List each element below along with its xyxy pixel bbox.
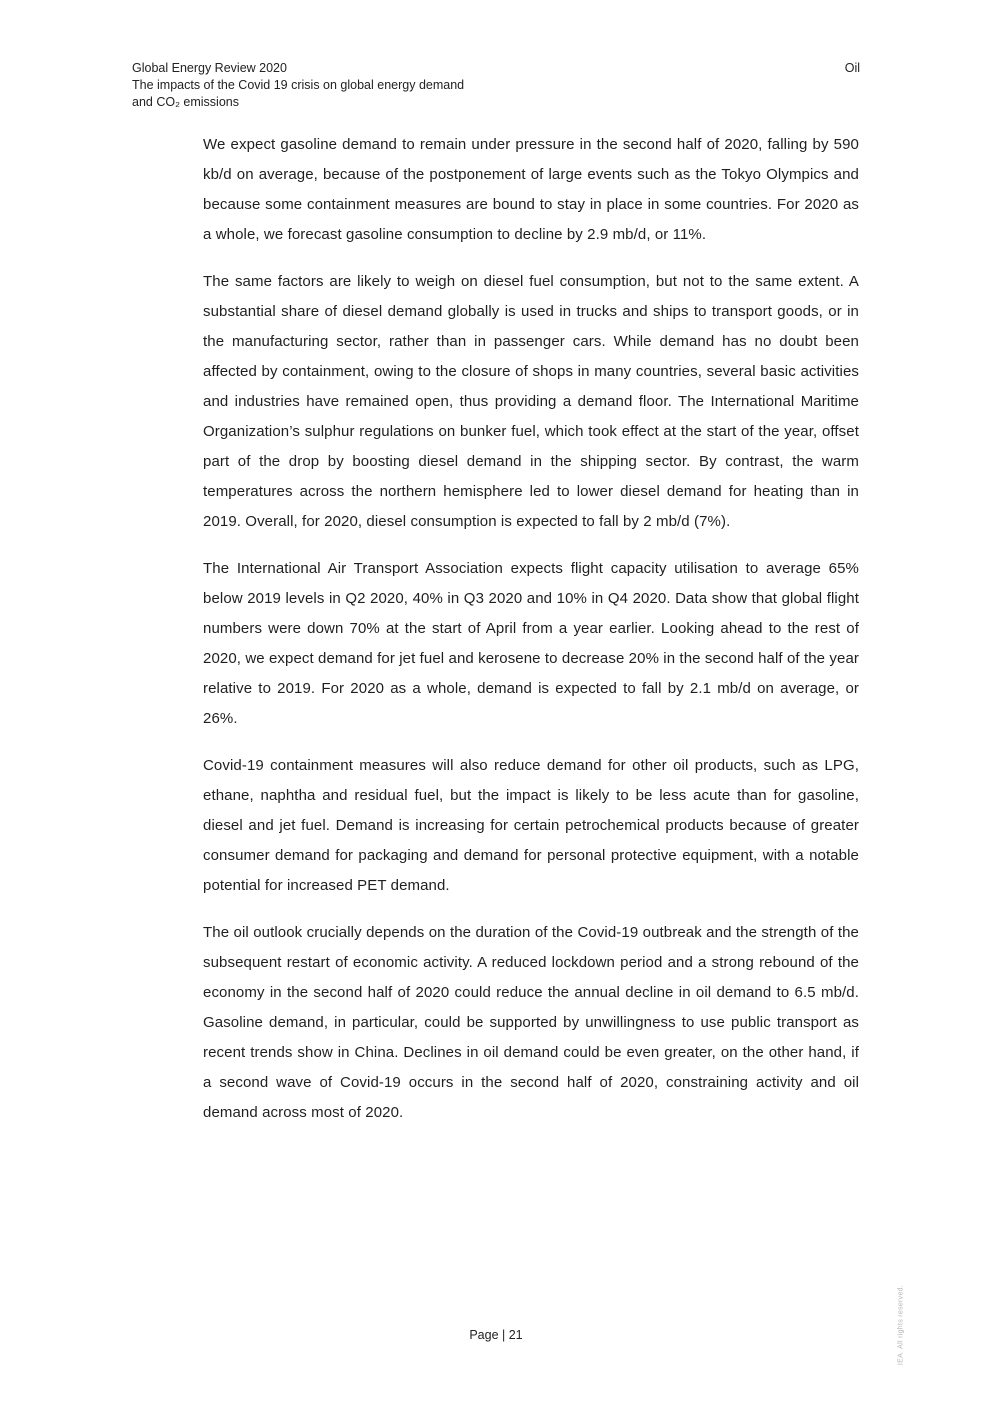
paragraph-outlook: The oil outlook crucially depends on the duration of the Covid-19 outbreak and the strength of the subsequent restart of economic activity. A reduced lockdown period and a strong rebound of the economy in the second half of 2020 could reduce the annual decline in oil demand to 6.5 mb/d. Gasoline demand, in particular, could be supported by unwillingness to use public transport as recent trends show in China. Declines in oil demand could be even greater, on the other hand, if a second wave of Covid-19 occurs in the second half of 2020, constraining activity and oil demand across most of 2020. xyxy=(203,924,859,1121)
rights-text: IEA. All rights reserved. xyxy=(897,1284,905,1366)
report-subtitle-line1: The impacts of the Covid 19 crisis on global energy demand xyxy=(132,78,465,92)
report-title: Global Energy Review 2020 xyxy=(132,61,287,75)
main-body xyxy=(203,130,859,1145)
paragraph-other-products: Covid-19 containment measures will also reduce demand for other oil products, such as LPG, ethane, naphtha and residual fuel, but the impact is likely to be less acute than for gasoline, diesel and jet fuel. Demand is increasing for certain petrochemical products because of greater consumer demand for packaging and demand for personal protective equipment, with a notable potential for increased PET demand. xyxy=(203,757,859,894)
rights-notice xyxy=(896,1280,906,1370)
report-subtitle-line2: and CO₂ emissions xyxy=(132,95,239,109)
section-name: Oil xyxy=(844,61,860,75)
paragraph-diesel: The same factors are likely to weigh on diesel fuel consumption, but not to the same extent. A substantial share of diesel demand globally is used in trucks and ships to transport goods, or in the manufacturing sector, rather than in passenger cars. While demand has no doubt been affected by containment, owing to the closure of shops in many countries, several basic activities and industries have remained open, thus providing a demand floor. The International Maritime Organization’s sulphur regulations on bunker fuel, which took effect at the start of the year, offset part of the drop by boosting diesel demand in the shipping sector. By contrast, the warm temperatures across the northern hemisphere led to lower diesel demand for heating than in 2019. Overall, for 2020, diesel consumption is expected to fall by 2 mb/d (7%). xyxy=(203,273,859,530)
paragraph-jet-fuel: The International Air Transport Association expects flight capacity utilisation to average 65% below 2019 levels in Q2 2020, 40% in Q3 2020 and 10% in Q4 2020. Data show that global flight numbers were down 70% at the start of April from a year earlier. Looking ahead to the rest of 2020, we expect demand for jet fuel and kerosene to decrease 20% in the second half of the year relative to 2019. For 2020 as a whole, demand is expected to fall by 2.1 mb/d on average, or 26%. xyxy=(203,560,859,727)
paragraph-gasoline: We expect gasoline demand to remain under pressure in the second half of 2020, falling by 590 kb/d on average, because of the postponement of large events such as the Tokyo Olympics and because some containment measures are bound to stay in place in some countries. For 2020 as a whole, we forecast gasoline consumption to decline by 2.9 mb/d, or 11%. xyxy=(203,136,859,243)
document-header xyxy=(132,60,552,111)
page-number: Page | 21 xyxy=(469,1328,523,1342)
